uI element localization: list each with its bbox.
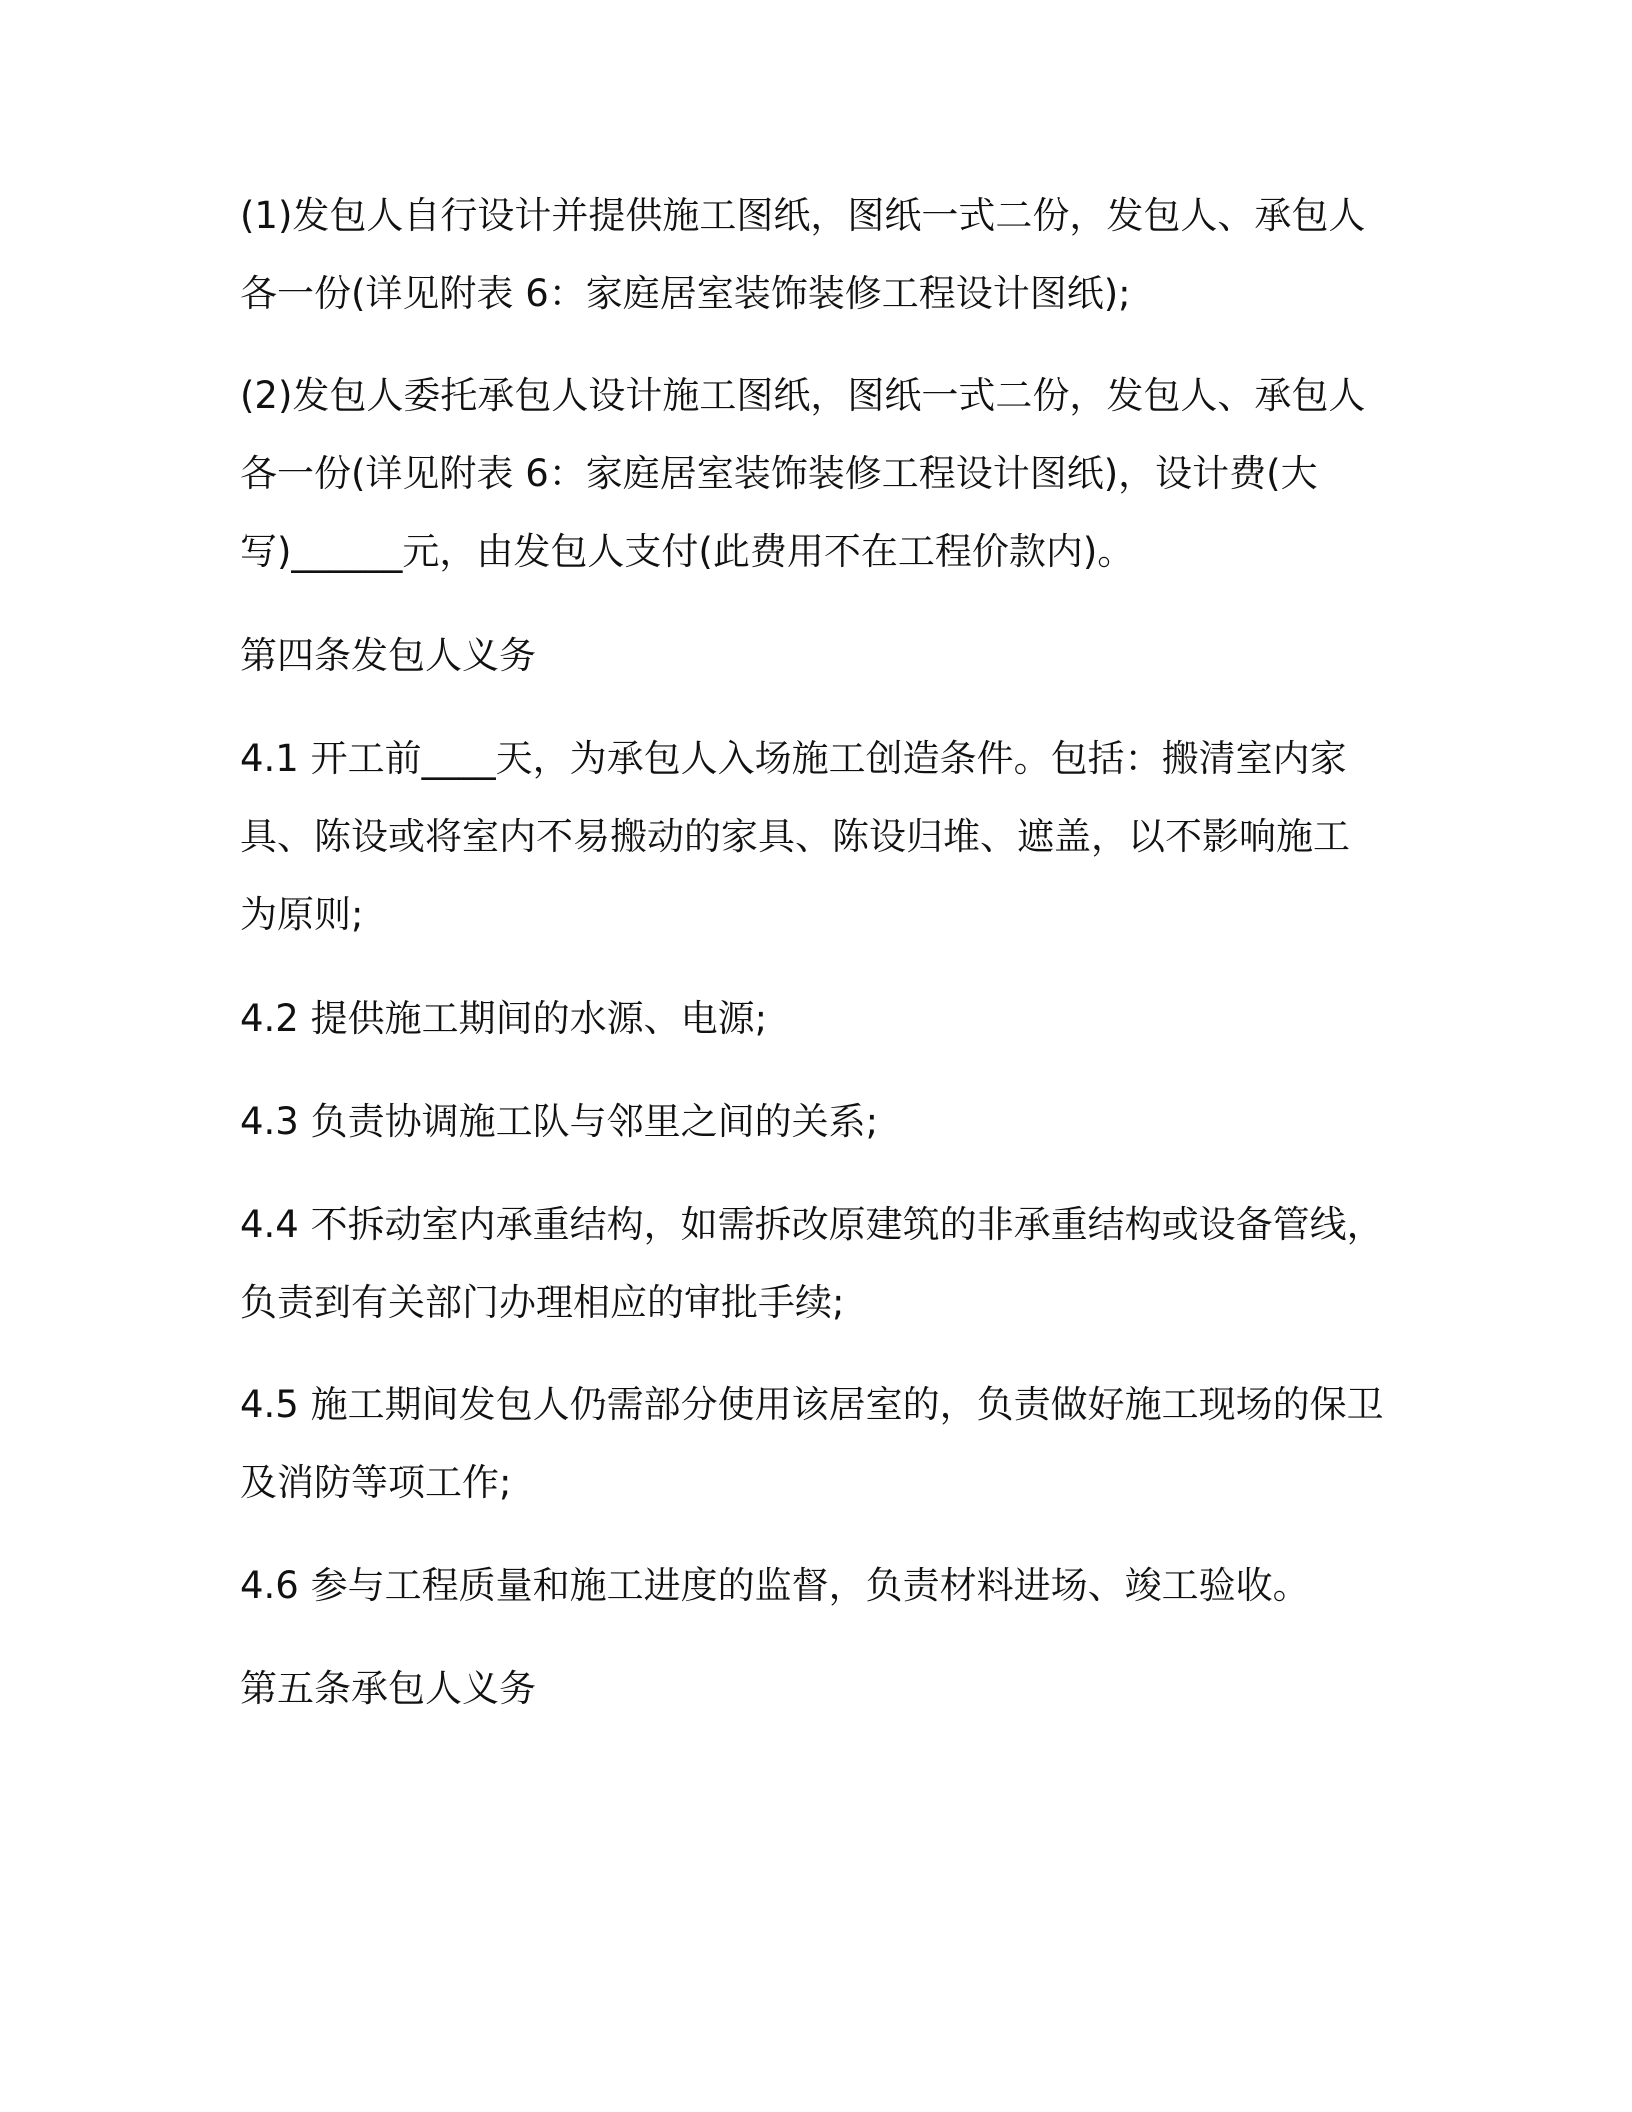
clause-4-1-line-2: 具、陈设或将室内不易搬动的家具、陈设归堆、遮盖，以不影响施工: [240, 815, 1350, 858]
clause-4-1-line-1: 4.1 开工前____天，为承包人入场施工创造条件。包括：搬清室内家: [240, 737, 1347, 780]
article-4-heading: 第四条发包人义务: [240, 634, 536, 677]
clause-4-1-line-3: 为原则;: [240, 893, 364, 936]
paragraph-design-option-2-line-2: 各一份(详见附表 6：家庭居室装饰装修工程设计图纸)，设计费(大: [240, 452, 1318, 495]
clause-4-2: 4.2 提供施工期间的水源、电源;: [240, 997, 768, 1040]
clause-4-6: 4.6 参与工程质量和施工进度的监督，负责材料进场、竣工验收。: [240, 1564, 1310, 1607]
paragraph-design-option-2-line-3: 写)______元，由发包人支付(此费用不在工程价款内)。: [240, 530, 1135, 573]
clause-4-4-line-1: 4.4 不拆动室内承重结构，如需拆改原建筑的非承重结构或设备管线，: [240, 1203, 1384, 1246]
clause-4-4-line-2: 负责到有关部门办理相应的审批手续;: [240, 1281, 845, 1324]
article-5-heading: 第五条承包人义务: [240, 1667, 536, 1710]
clause-4-5-line-2: 及消防等项工作;: [240, 1461, 512, 1504]
paragraph-design-option-2-line-1: (2)发包人委托承包人设计施工图纸，图纸一式二份，发包人、承包人: [240, 374, 1366, 417]
clause-4-5-line-1: 4.5 施工期间发包人仍需部分使用该居室的，负责做好施工现场的保卫: [240, 1383, 1384, 1426]
clause-4-3: 4.3 负责协调施工队与邻里之间的关系;: [240, 1100, 879, 1143]
paragraph-design-option-1-line-1: (1)发包人自行设计并提供施工图纸，图纸一式二份，发包人、承包人: [240, 194, 1366, 237]
paragraph-design-option-1-line-2: 各一份(详见附表 6：家庭居室装饰装修工程设计图纸);: [240, 272, 1131, 315]
